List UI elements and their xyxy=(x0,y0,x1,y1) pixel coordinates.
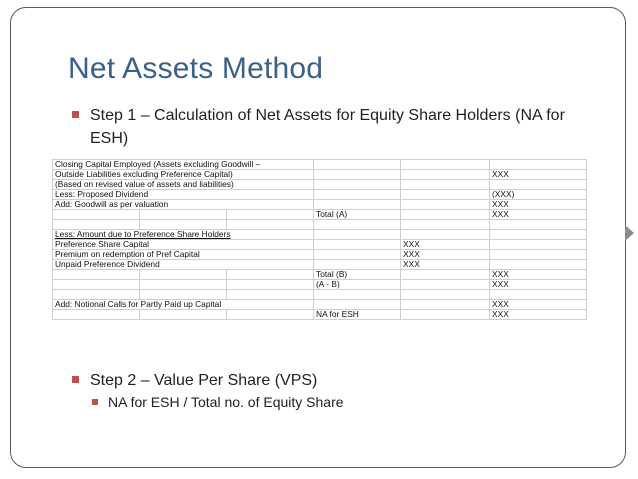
row-total-label: NA for ESH xyxy=(314,310,401,320)
table-row xyxy=(53,200,587,210)
row-sub-amount xyxy=(401,220,490,230)
row-amount xyxy=(490,260,587,270)
row-label: Add: Goodwill as per valuation xyxy=(53,200,314,210)
table-row xyxy=(53,260,587,270)
empty-cell xyxy=(53,220,140,230)
table-row xyxy=(53,290,587,300)
row-amount xyxy=(490,250,587,260)
table-row xyxy=(53,220,587,230)
step1-bullet xyxy=(72,104,602,150)
empty-cell xyxy=(140,270,227,280)
row-sub-amount xyxy=(401,290,490,300)
table-row xyxy=(53,230,587,240)
row-amount xyxy=(490,180,587,190)
empty-cell xyxy=(227,310,314,320)
row-total-label xyxy=(314,300,401,310)
row-total-label: (A - B) xyxy=(314,280,401,290)
row-amount: XXX xyxy=(490,270,587,280)
empty-cell xyxy=(140,290,227,300)
row-amount: XXX xyxy=(490,300,587,310)
empty-cell xyxy=(140,280,227,290)
table-row xyxy=(53,310,587,320)
empty-cell xyxy=(140,220,227,230)
step2-sub-text: NA for ESH / Total no. of Equity Share xyxy=(108,394,344,410)
row-sub-amount xyxy=(401,170,490,180)
table-row xyxy=(53,190,587,200)
row-sub-amount xyxy=(401,230,490,240)
row-sub-amount: XXX xyxy=(401,250,490,260)
row-total-label xyxy=(314,260,401,270)
row-sub-amount xyxy=(401,270,490,280)
square-bullet-icon xyxy=(92,399,98,405)
row-sub-amount xyxy=(401,310,490,320)
row-label: Preference Share Capital xyxy=(53,240,314,250)
table-row xyxy=(53,160,587,170)
empty-cell xyxy=(53,210,140,220)
row-amount: XXX xyxy=(490,200,587,210)
row-amount: (XXX) xyxy=(490,190,587,200)
table-row xyxy=(53,210,587,220)
row-total-label: Total (B) xyxy=(314,270,401,280)
row-sub-amount xyxy=(401,210,490,220)
table-row xyxy=(53,280,587,290)
row-total-label xyxy=(314,230,401,240)
row-total-label xyxy=(314,250,401,260)
row-label: Add: Notional Calls for Partly Paid up Capital xyxy=(53,300,314,310)
row-amount: XXX xyxy=(490,170,587,180)
row-amount xyxy=(490,240,587,250)
empty-cell xyxy=(53,290,140,300)
empty-cell xyxy=(53,310,140,320)
empty-cell xyxy=(227,280,314,290)
row-total-label xyxy=(314,180,401,190)
row-amount: XXX xyxy=(490,210,587,220)
slide-title: Net Assets Method xyxy=(68,52,324,85)
row-amount xyxy=(490,220,587,230)
row-sub-amount xyxy=(401,190,490,200)
table-row xyxy=(53,170,587,180)
empty-cell xyxy=(53,280,140,290)
step2-bullet xyxy=(72,369,602,392)
row-amount: XXX xyxy=(490,280,587,290)
row-label: Outside Liabilities excluding Preference Capital) xyxy=(53,170,314,180)
empty-cell xyxy=(227,210,314,220)
row-amount xyxy=(490,290,587,300)
table-row xyxy=(53,240,587,250)
step1-text: Step 1 – Calculation of Net Assets for Equity Share Holders (NA for ESH) xyxy=(90,107,565,147)
row-sub-amount: XXX xyxy=(401,260,490,270)
step2-text: Step 2 – Value Per Share (VPS) xyxy=(90,372,318,389)
row-amount xyxy=(490,160,587,170)
row-label: Premium on redemption of Pref Capital xyxy=(53,250,314,260)
row-label: Unpaid Preference Dividend xyxy=(53,260,314,270)
empty-cell xyxy=(53,270,140,280)
table-row xyxy=(53,250,587,260)
step2-sub-bullet xyxy=(92,392,344,412)
row-total-label xyxy=(314,220,401,230)
row-sub-amount xyxy=(401,300,490,310)
row-sub-amount xyxy=(401,280,490,290)
row-total-label xyxy=(314,170,401,180)
table-row xyxy=(53,300,587,310)
row-label: (Based on revised value of assets and liabilities) xyxy=(53,180,314,190)
square-bullet-icon xyxy=(72,376,79,383)
row-sub-amount xyxy=(401,160,490,170)
row-amount xyxy=(490,230,587,240)
row-total-label xyxy=(314,160,401,170)
empty-cell xyxy=(140,210,227,220)
square-bullet-icon xyxy=(72,111,79,118)
row-total-label xyxy=(314,200,401,210)
row-sub-amount: XXX xyxy=(401,240,490,250)
row-total-label xyxy=(314,190,401,200)
empty-cell xyxy=(227,220,314,230)
table-row xyxy=(53,270,587,280)
row-total-label xyxy=(314,290,401,300)
next-slide-arrow-icon[interactable] xyxy=(625,225,634,241)
row-total-label xyxy=(314,240,401,250)
net-assets-table xyxy=(52,159,587,320)
row-total-label: Total (A) xyxy=(314,210,401,220)
table-row xyxy=(53,180,587,190)
row-sub-amount xyxy=(401,200,490,210)
empty-cell xyxy=(227,290,314,300)
row-label: Less: Proposed Dividend xyxy=(53,190,314,200)
row-label: Less: Amount due to Preference Share Holders xyxy=(53,230,314,240)
empty-cell xyxy=(140,310,227,320)
row-amount: XXX xyxy=(490,310,587,320)
row-sub-amount xyxy=(401,180,490,190)
row-label: Closing Capital Employed (Assets excluding Goodwill – xyxy=(53,160,314,170)
empty-cell xyxy=(227,270,314,280)
